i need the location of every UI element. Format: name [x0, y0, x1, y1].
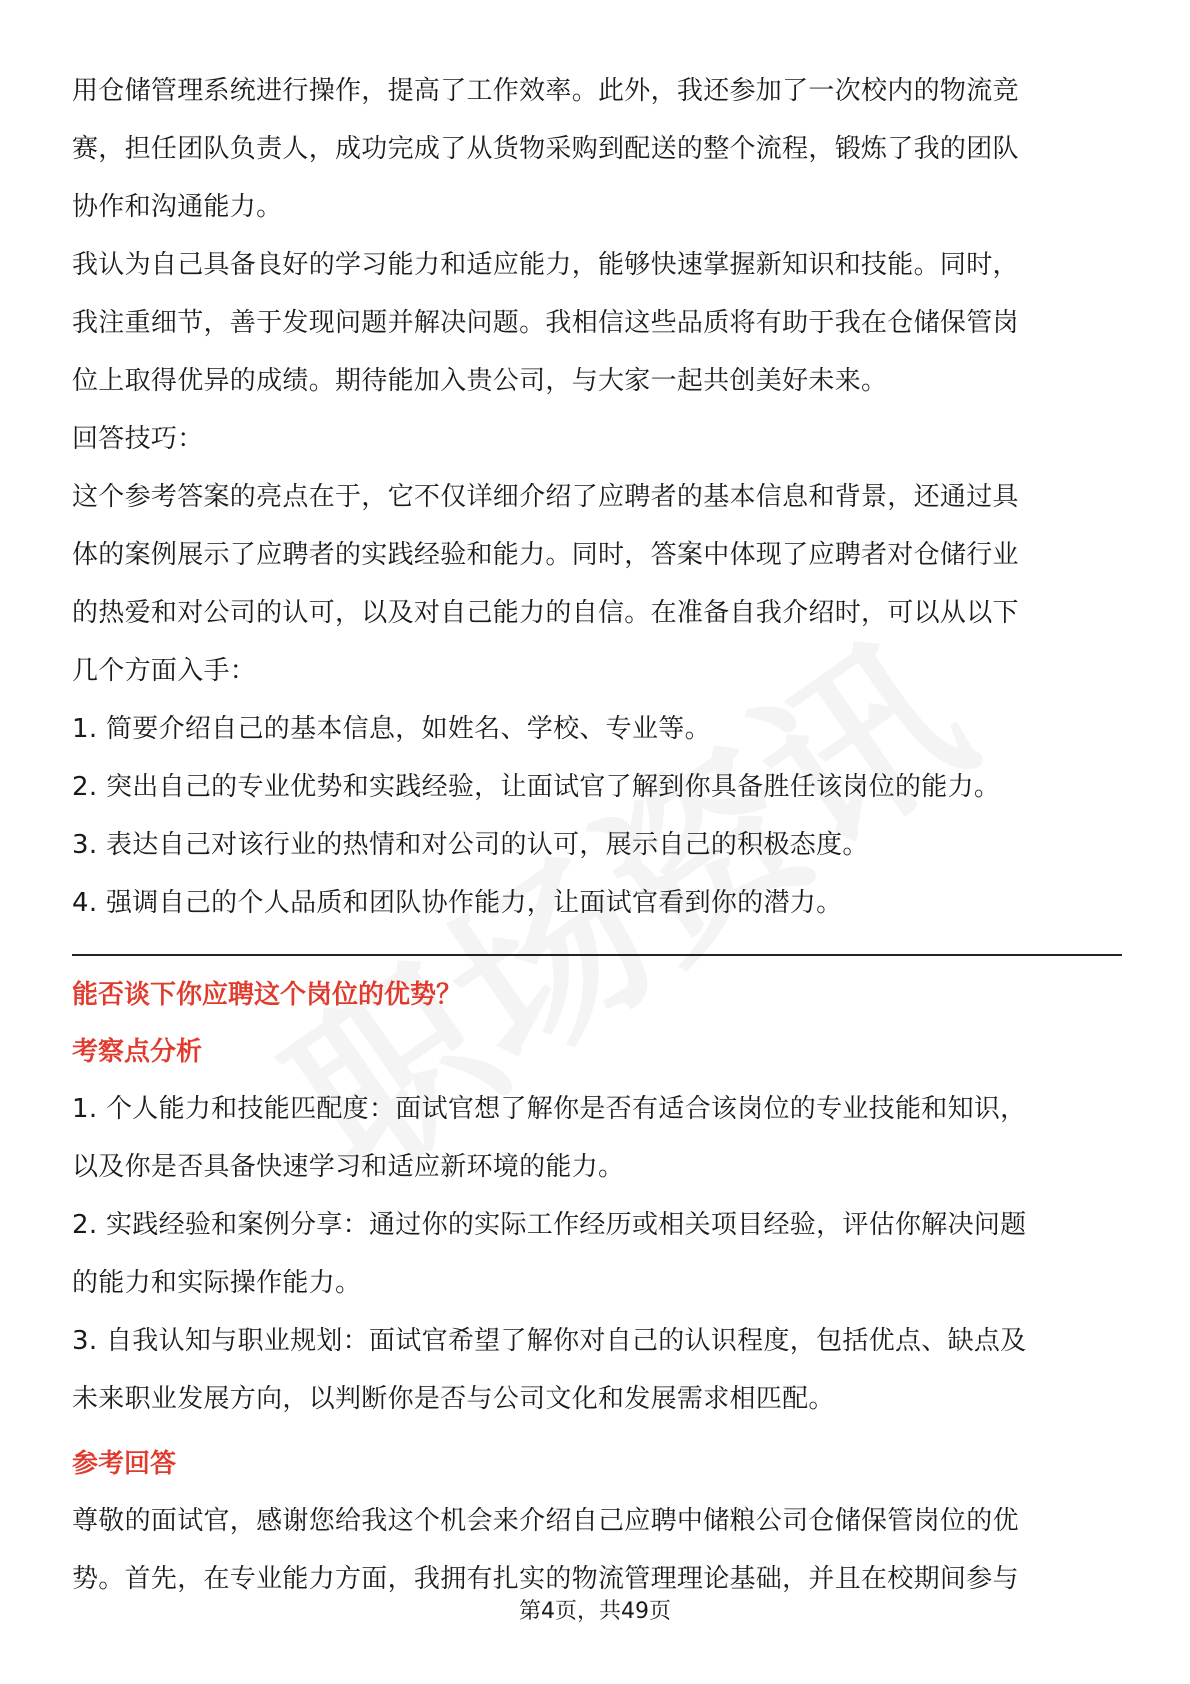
tips-section [72, 410, 1122, 932]
question-title: 能否谈下你应聘这个岗位的优势？ [72, 980, 463, 1010]
text-line: 赛，担任团队负责人，成功完成了从货物采购到配送的整个流程，锻炼了我的团队 [72, 134, 1019, 164]
analysis-line: 1. 个人能力和技能匹配度：面试官想了解你是否有适合该岗位的专业技能和知识， [72, 1094, 1027, 1124]
answer-heading: 参考回答 [72, 1449, 177, 1479]
analysis-line: 以及你是否具备快速学习和适应新环境的能力。 [72, 1152, 625, 1182]
text-line: 位上取得优异的成绩。期待能加入贵公司，与大家一起共创美好未来。 [72, 366, 888, 396]
analysis-line: 2. 实践经验和案例分享：通过你的实际工作经历或相关项目经验，评估你解决问题 [72, 1210, 1027, 1240]
spacer [72, 1428, 1122, 1436]
analysis-line: 3. 自我认知与职业规划：面试官希望了解你对自己的认识程度，包括优点、缺点及 [72, 1326, 1027, 1356]
text-line: 体的案例展示了应聘者的实践经验和能力。同时，答案中体现了应聘者对仓储行业 [72, 540, 1019, 570]
list-item: 2. 突出自己的专业优势和实践经验，让面试官了解到你具备胜任该岗位的能力。 [72, 772, 1001, 802]
document-body [72, 62, 1122, 1608]
analysis-line: 未来职业发展方向，以判断你是否与公司文化和发展需求相匹配。 [72, 1384, 835, 1414]
text-line: 这个参考答案的亮点在于，它不仅详细介绍了应聘者的基本信息和背景，还通过具 [72, 482, 1019, 512]
list-item: 4. 强调自己的个人品质和团队协作能力，让面试官看到你的潜力。 [72, 888, 843, 918]
intro-paragraph [72, 62, 1122, 410]
analysis-line: 的能力和实际操作能力。 [72, 1268, 362, 1298]
answer-line: 尊敬的面试官，感谢您给我这个机会来介绍自己应聘中储粮公司仓储保管岗位的优 [72, 1506, 1019, 1536]
answer-line: 势。首先，在专业能力方面，我拥有扎实的物流管理理论基础，并且在校期间参与 [72, 1564, 1019, 1594]
text-line: 几个方面入手： [72, 656, 257, 686]
text-line: 用仓储管理系统进行操作，提高了工作效率。此外，我还参加了一次校内的物流竞 [72, 76, 1019, 106]
text-line: 的热爱和对公司的认可，以及对自己能力的自信。在准备自我介绍时，可以从以下 [72, 598, 1019, 628]
tips-label: 回答技巧： [72, 424, 204, 454]
text-line: 我认为自己具备良好的学习能力和适应能力，能够快速掌握新知识和技能。同时， [72, 250, 1019, 280]
list-item: 1. 简要介绍自己的基本信息，如姓名、学校、专业等。 [72, 714, 711, 744]
question-section [72, 966, 1122, 1608]
text-line: 我注重细节，善于发现问题并解决问题。我相信这些品质将有助于我在仓储保管岗 [72, 308, 1019, 338]
analysis-heading: 考察点分析 [72, 1037, 203, 1067]
text-line: 协作和沟通能力。 [72, 192, 283, 222]
page-number: 第4页，共49页 [519, 1599, 671, 1624]
list-item: 3. 表达自己对该行业的热情和对公司的认可，展示自己的积极态度。 [72, 830, 869, 860]
section-divider [72, 954, 1122, 956]
